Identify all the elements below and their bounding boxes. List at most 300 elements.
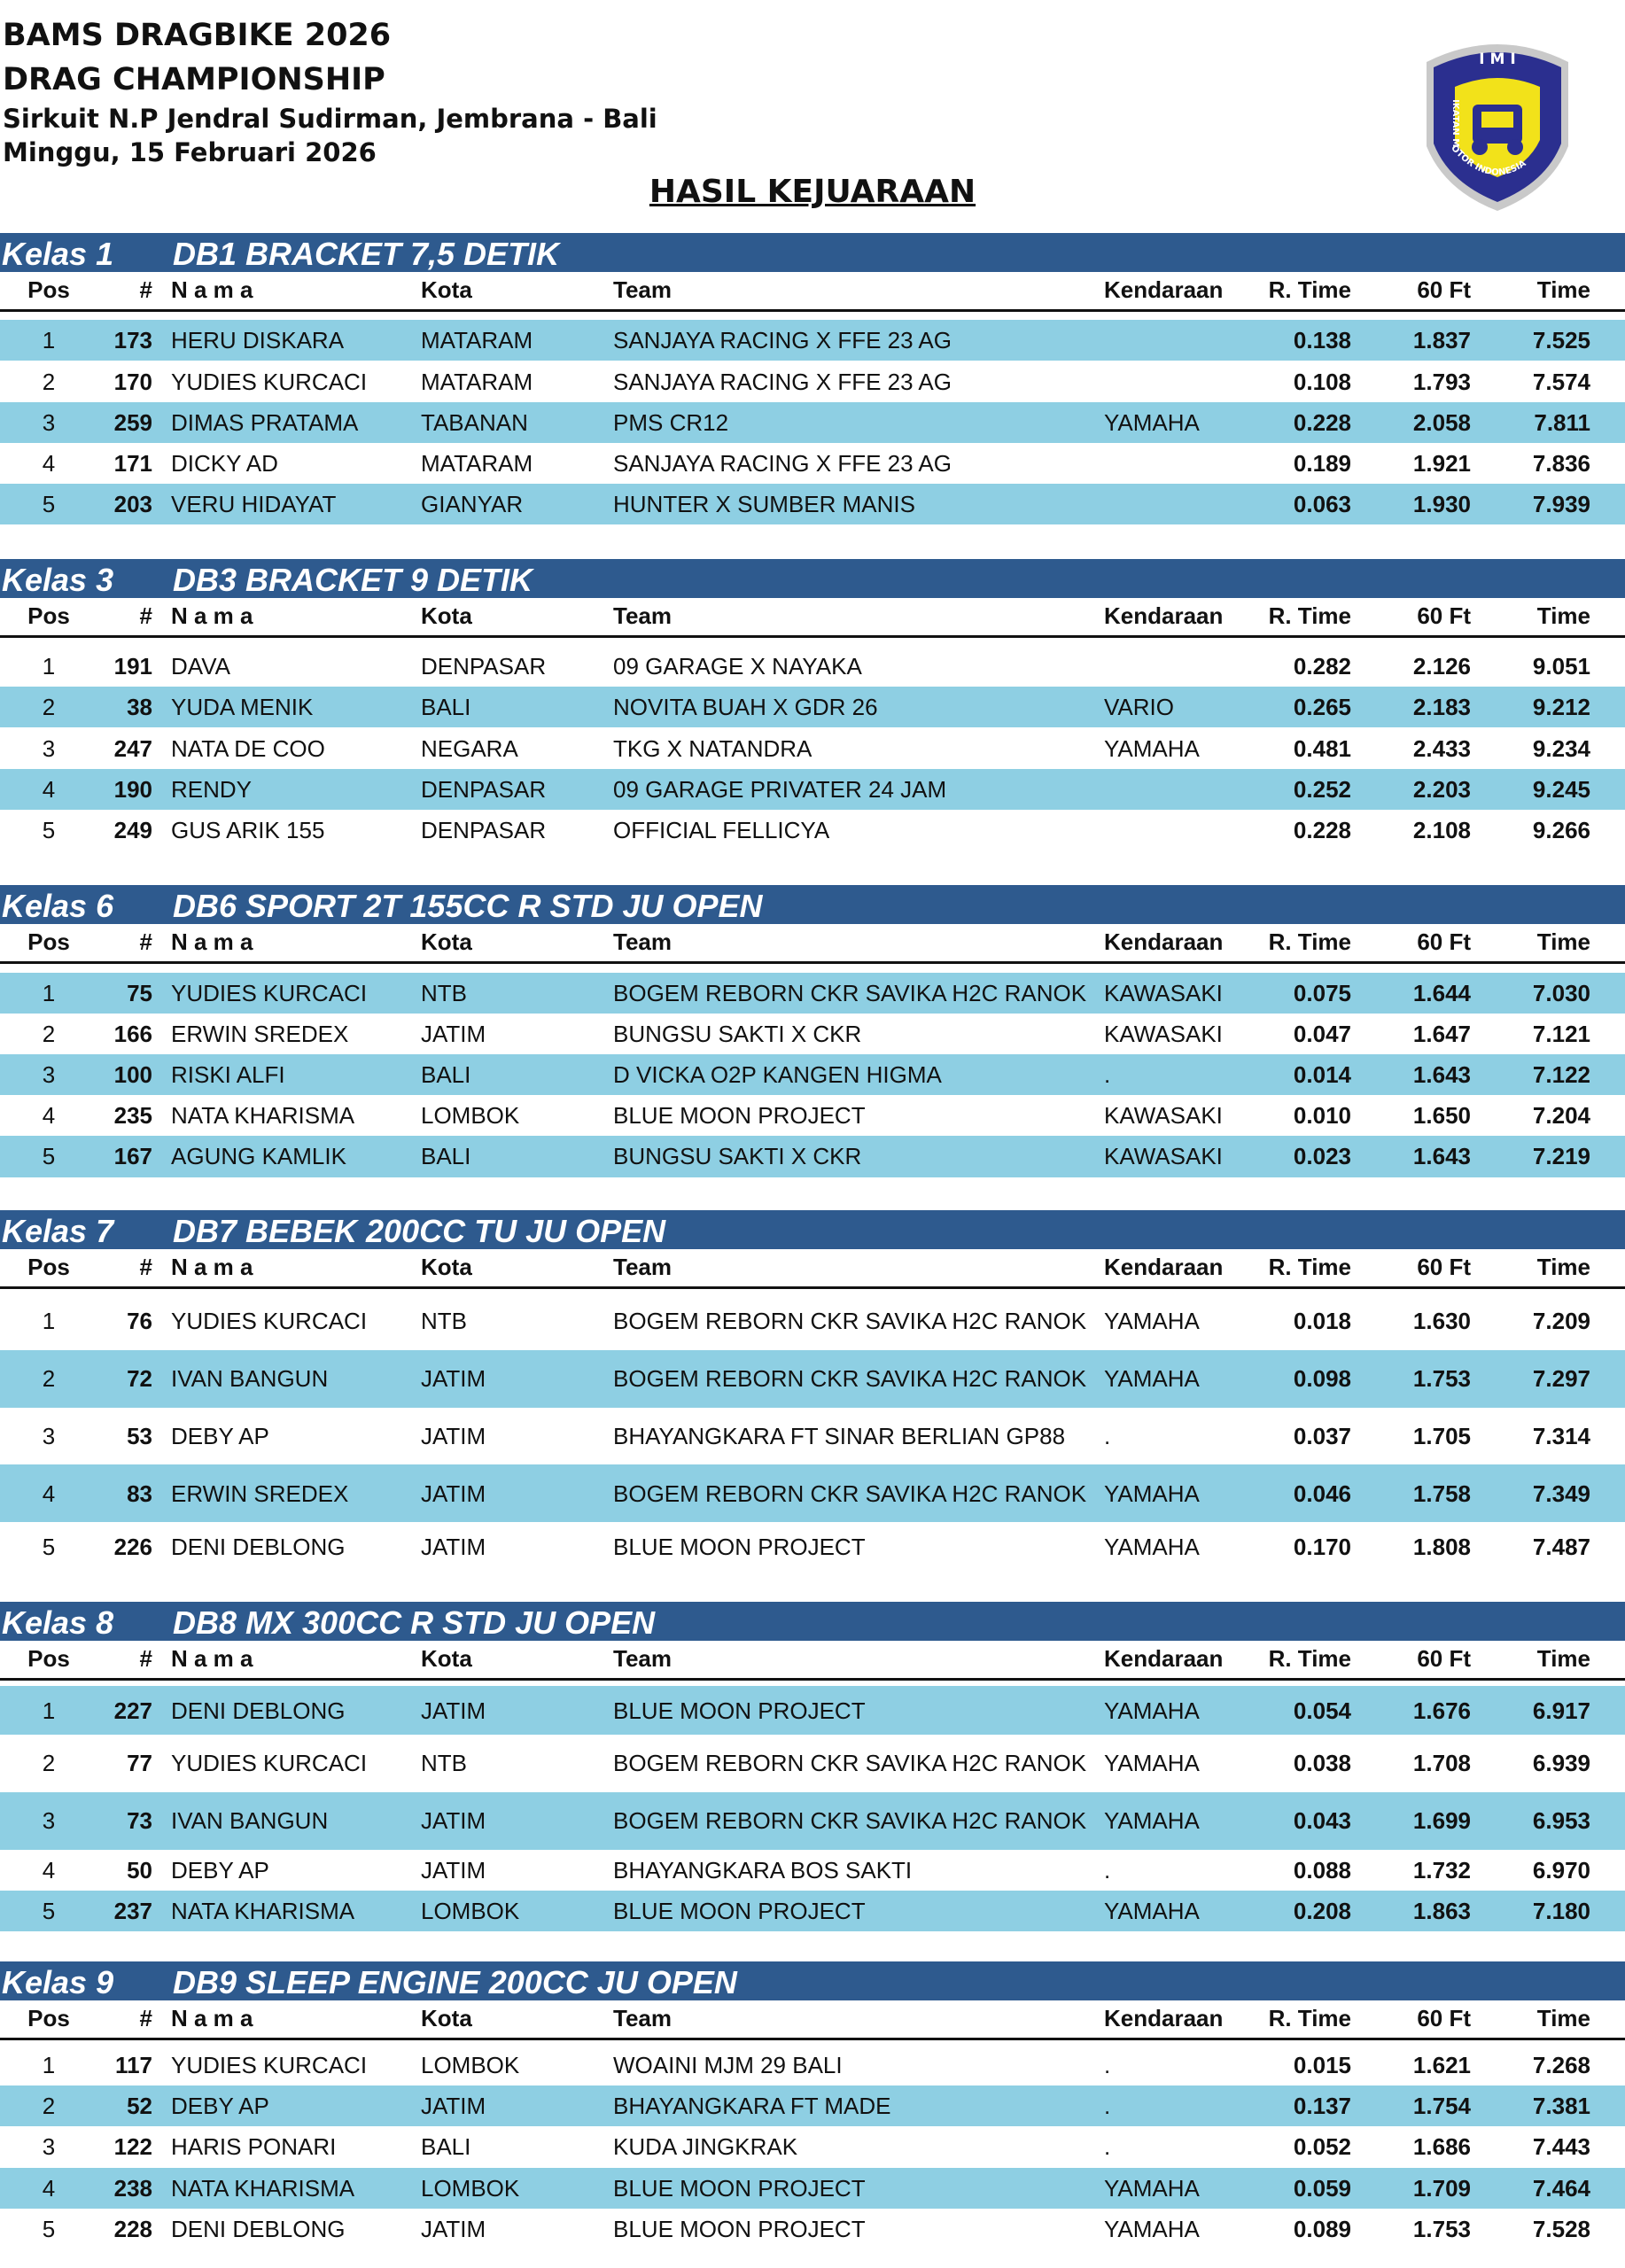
column-header-ft60: 60 Ft: [1417, 1253, 1471, 1280]
column-header-rtime: R. Time: [1268, 2005, 1351, 2032]
column-header-no: #: [139, 1645, 152, 1673]
cell-ft60: 1.808: [1412, 1533, 1471, 1560]
cell-time: 7.464: [1532, 2174, 1590, 2202]
result-row: [0, 1293, 1625, 1350]
cell-kota: LOMBOK: [421, 2052, 520, 2079]
cell-team: D VICKA O2P KANGEN HIGMA: [613, 1061, 942, 1089]
cell-team: PMS CR12: [613, 408, 729, 436]
column-header-pos: Pos: [27, 1253, 70, 1280]
cell-kendaraan: .: [1104, 2093, 1111, 2120]
cell-no: 226: [113, 1533, 152, 1560]
cell-team: SANJAYA RACING X FFE 23 AG: [613, 368, 952, 395]
cell-team: BHAYANGKARA BOS SAKTI: [613, 1856, 913, 1884]
cell-no: 247: [113, 734, 152, 762]
cell-rtime: 0.089: [1293, 2215, 1351, 2242]
cell-ft60: 1.863: [1412, 1897, 1471, 1924]
result-row: [0, 2045, 1625, 2085]
cell-no: 170: [113, 368, 152, 395]
cell-nama: HARIS PONARI: [171, 2133, 337, 2161]
cell-pos: 1: [42, 979, 56, 1006]
column-header-ft60: 60 Ft: [1417, 1645, 1471, 1673]
event-title: BAMS DRAGBIKE 2026: [3, 18, 392, 53]
cell-nama: YUDIES KURCACI: [171, 2052, 368, 2079]
cell-time: 6.970: [1532, 1856, 1590, 1884]
cell-kota: LOMBOK: [421, 1897, 520, 1924]
cell-nama: VERU HIDAYAT: [171, 491, 337, 518]
cell-kota: JATIM: [421, 2093, 486, 2120]
cell-kota: NEGARA: [421, 734, 518, 762]
cell-rtime: 0.023: [1293, 1143, 1351, 1170]
cell-time: 7.030: [1532, 979, 1590, 1006]
cell-kendaraan: .: [1104, 1061, 1111, 1089]
result-row: [0, 320, 1625, 361]
cell-no: 100: [113, 1061, 152, 1089]
cell-team: BOGEM REBORN CKR SAVIKA H2C RANOK: [613, 1807, 1087, 1835]
cell-ft60: 1.708: [1412, 1750, 1471, 1777]
cell-no: 52: [127, 2093, 152, 2120]
cell-rtime: 0.098: [1293, 1365, 1351, 1393]
column-header-time: Time: [1536, 928, 1590, 955]
cell-no: 166: [113, 1020, 152, 1047]
column-header-nama: N a m a: [171, 1645, 253, 1673]
cell-kota: GIANYAR: [421, 491, 524, 518]
cell-kota: JATIM: [421, 1365, 486, 1393]
cell-kendaraan: .: [1104, 1423, 1111, 1450]
cell-kendaraan: KAWASAKI: [1104, 1102, 1223, 1130]
result-row: [0, 646, 1625, 687]
result-row: [0, 1464, 1625, 1522]
cell-nama: YUDIES KURCACI: [171, 368, 368, 395]
cell-rtime: 0.015: [1293, 2052, 1351, 2079]
cell-pos: 1: [42, 1308, 56, 1335]
cell-time: 7.314: [1532, 1423, 1590, 1450]
class-section: [0, 1602, 1625, 1924]
cell-time: 7.443: [1532, 2133, 1590, 2161]
cell-time: 7.219: [1532, 1143, 1590, 1170]
cell-team: BOGEM REBORN CKR SAVIKA H2C RANOK: [613, 1365, 1087, 1393]
cell-kota: LOMBOK: [421, 1102, 520, 1130]
cell-no: 73: [127, 1807, 152, 1835]
cell-ft60: 1.753: [1412, 1365, 1471, 1393]
column-header-row: [0, 2000, 1625, 2040]
cell-time: 7.574: [1532, 368, 1590, 395]
cell-ft60: 1.705: [1412, 1423, 1471, 1450]
imi-logo: [1418, 35, 1577, 213]
cell-team: 09 GARAGE X NAYAKA: [613, 653, 862, 680]
column-header-pos: Pos: [27, 276, 70, 304]
cell-no: 77: [127, 1750, 152, 1777]
column-header-kendaraan: Kendaraan: [1104, 928, 1224, 955]
result-row: [0, 769, 1625, 810]
column-header-team: Team: [613, 2005, 672, 2032]
cell-kendaraan: KAWASAKI: [1104, 1143, 1223, 1170]
cell-no: 238: [113, 2174, 152, 2202]
result-row: [0, 484, 1625, 524]
cell-pos: 5: [42, 1897, 56, 1924]
cell-pos: 2: [42, 368, 56, 395]
column-header-pos: Pos: [27, 602, 70, 630]
cell-team: TKG X NATANDRA: [613, 734, 812, 762]
cell-ft60: 1.643: [1412, 1061, 1471, 1089]
result-row: [0, 2085, 1625, 2126]
cell-ft60: 1.754: [1412, 2093, 1471, 2120]
cell-nama: IVAN BANGUN: [171, 1807, 329, 1835]
cell-ft60: 1.837: [1412, 327, 1471, 354]
cell-kota: NTB: [421, 979, 467, 1006]
cell-time: 7.122: [1532, 1061, 1590, 1089]
column-header-rtime: R. Time: [1268, 1645, 1351, 1673]
cell-rtime: 0.038: [1293, 1750, 1351, 1777]
cell-pos: 1: [42, 327, 56, 354]
cell-rtime: 0.063: [1293, 491, 1351, 518]
cell-nama: AGUNG KAMLIK: [171, 1143, 346, 1170]
cell-team: BLUE MOON PROJECT: [613, 1697, 866, 1724]
cell-rtime: 0.010: [1293, 1102, 1351, 1130]
cell-rtime: 0.047: [1293, 1020, 1351, 1047]
cell-nama: RISKI ALFI: [171, 1061, 285, 1089]
cell-rtime: 0.228: [1293, 408, 1351, 436]
cell-no: 259: [113, 408, 152, 436]
cell-rtime: 0.075: [1293, 979, 1351, 1006]
cell-team: SANJAYA RACING X FFE 23 AG: [613, 449, 952, 477]
cell-pos: 3: [42, 1423, 56, 1450]
cell-ft60: 1.686: [1412, 2133, 1471, 2161]
class-section: [0, 559, 1625, 843]
class-title: DB7 BEBEK 200CC TU JU OPEN: [173, 1212, 666, 1249]
cell-ft60: 1.758: [1412, 1480, 1471, 1507]
cell-rtime: 0.228: [1293, 816, 1351, 843]
cell-rtime: 0.137: [1293, 2093, 1351, 2120]
cell-nama: DENI DEBLONG: [171, 1533, 346, 1560]
class-title: DB1 BRACKET 7,5 DETIK: [173, 236, 560, 273]
class-section: [0, 233, 1625, 518]
cell-kendaraan: .: [1104, 2052, 1111, 2079]
cell-ft60: 1.699: [1412, 1807, 1471, 1835]
cell-kota: JATIM: [421, 1533, 486, 1560]
cell-kendaraan: YAMAHA: [1104, 1897, 1200, 1924]
cell-nama: DENI DEBLONG: [171, 2215, 346, 2242]
cell-team: WOAINI MJM 29 BALI: [613, 2052, 843, 2079]
cell-team: KUDA JINGKRAK: [613, 2133, 798, 2161]
class-section: [0, 1210, 1625, 1560]
cell-rtime: 0.208: [1293, 1897, 1351, 1924]
result-row: [0, 1408, 1625, 1465]
result-row: [0, 402, 1625, 443]
cell-time: 7.180: [1532, 1897, 1590, 1924]
cell-team: BHAYANGKARA FT MADE: [613, 2093, 891, 2120]
column-header-team: Team: [613, 928, 672, 955]
cell-time: 9.245: [1532, 775, 1590, 803]
column-header-team: Team: [613, 602, 672, 630]
cell-time: 9.266: [1532, 816, 1590, 843]
cell-kota: BALI: [421, 694, 471, 721]
cell-nama: YUDIES KURCACI: [171, 1308, 368, 1335]
cell-nama: YUDA MENIK: [171, 694, 314, 721]
cell-pos: 3: [42, 734, 56, 762]
result-row: [0, 1054, 1625, 1095]
class-header-bar: [0, 1602, 1625, 1641]
cell-kota: MATARAM: [421, 368, 533, 395]
column-header-team: Team: [613, 1253, 672, 1280]
cell-rtime: 0.037: [1293, 1423, 1351, 1450]
cell-kota: JATIM: [421, 1020, 486, 1047]
cell-rtime: 0.059: [1293, 2174, 1351, 2202]
class-title: DB8 MX 300CC R STD JU OPEN: [173, 1604, 656, 1642]
class-header-bar: [0, 559, 1625, 598]
cell-time: 7.349: [1532, 1480, 1590, 1507]
cell-time: 6.939: [1532, 1750, 1590, 1777]
result-row: [0, 443, 1625, 484]
cell-no: 53: [127, 1423, 152, 1450]
cell-pos: 3: [42, 1061, 56, 1089]
class-number: Kelas 6: [2, 887, 114, 924]
result-row: [0, 1522, 1625, 1571]
cell-rtime: 0.043: [1293, 1807, 1351, 1835]
cell-pos: 4: [42, 775, 56, 803]
column-header-rtime: R. Time: [1268, 602, 1351, 630]
result-row: [0, 2209, 1625, 2249]
column-header-no: #: [139, 602, 152, 630]
cell-no: 249: [113, 816, 152, 843]
cell-kota: BALI: [421, 1061, 471, 1089]
cell-no: 72: [127, 1365, 152, 1393]
cell-nama: ERWIN SREDEX: [171, 1480, 349, 1507]
column-header-time: Time: [1536, 1253, 1590, 1280]
column-header-pos: Pos: [27, 1645, 70, 1673]
cell-team: NOVITA BUAH X GDR 26: [613, 694, 878, 721]
cell-team: BLUE MOON PROJECT: [613, 1533, 866, 1560]
cell-ft60: 1.921: [1412, 449, 1471, 477]
cell-kota: NTB: [421, 1750, 467, 1777]
cell-kendaraan: .: [1104, 2133, 1111, 2161]
result-row: [0, 2168, 1625, 2209]
cell-rtime: 0.252: [1293, 775, 1351, 803]
championship-title: DRAG CHAMPIONSHIP: [3, 62, 385, 97]
cell-time: 7.836: [1532, 449, 1590, 477]
cell-no: 190: [113, 775, 152, 803]
cell-pos: 1: [42, 653, 56, 680]
cell-kendaraan: YAMAHA: [1104, 1308, 1200, 1335]
cell-no: 167: [113, 1143, 152, 1170]
cell-no: 76: [127, 1308, 152, 1335]
class-header-bar: [0, 1210, 1625, 1249]
cell-pos: 4: [42, 1102, 56, 1130]
column-header-nama: N a m a: [171, 276, 253, 304]
cell-kota: NTB: [421, 1308, 467, 1335]
cell-nama: NATA KHARISMA: [171, 2174, 355, 2202]
cell-rtime: 0.054: [1293, 1697, 1351, 1724]
cell-time: 9.051: [1532, 653, 1590, 680]
cell-ft60: 2.126: [1412, 653, 1471, 680]
cell-no: 122: [113, 2133, 152, 2161]
cell-pos: 2: [42, 2093, 56, 2120]
column-header-kota: Kota: [421, 2005, 472, 2032]
cell-rtime: 0.170: [1293, 1533, 1351, 1560]
cell-kendaraan: YAMAHA: [1104, 1480, 1200, 1507]
cell-kendaraan: YAMAHA: [1104, 1533, 1200, 1560]
result-row: [0, 1891, 1625, 1931]
class-title: DB6 SPORT 2T 155CC R STD JU OPEN: [173, 887, 763, 924]
column-header-kendaraan: Kendaraan: [1104, 276, 1224, 304]
cell-nama: DEBY AP: [171, 1856, 269, 1884]
result-row: [0, 1014, 1625, 1054]
column-header-pos: Pos: [27, 2005, 70, 2032]
cell-pos: 4: [42, 1480, 56, 1507]
cell-rtime: 0.138: [1293, 327, 1351, 354]
cell-no: 117: [115, 2052, 152, 2079]
cell-nama: DICKY AD: [171, 449, 278, 477]
column-header-ft60: 60 Ft: [1417, 602, 1471, 630]
cell-rtime: 0.265: [1293, 694, 1351, 721]
cell-time: 7.297: [1532, 1365, 1590, 1393]
cell-rtime: 0.189: [1293, 449, 1351, 477]
column-header-ft60: 60 Ft: [1417, 928, 1471, 955]
cell-pos: 3: [42, 2133, 56, 2161]
cell-rtime: 0.088: [1293, 1856, 1351, 1884]
cell-time: 9.212: [1532, 694, 1590, 721]
cell-time: 6.917: [1532, 1697, 1590, 1724]
logo-ring-text: IKATAN MOTOR INDONESIA: [1449, 99, 1528, 178]
class-number: Kelas 1: [2, 236, 114, 273]
cell-kota: JATIM: [421, 1480, 486, 1507]
cell-pos: 2: [42, 1750, 56, 1777]
cell-kota: JATIM: [421, 2215, 486, 2242]
cell-team: BUNGSU SAKTI X CKR: [613, 1143, 862, 1170]
class-number: Kelas 8: [2, 1604, 114, 1642]
cell-pos: 5: [42, 491, 56, 518]
column-header-time: Time: [1536, 1645, 1590, 1673]
cell-ft60: 2.183: [1412, 694, 1471, 721]
column-header-time: Time: [1536, 276, 1590, 304]
cell-kota: DENPASAR: [421, 816, 547, 843]
cell-no: 235: [113, 1102, 152, 1130]
cell-ft60: 1.732: [1412, 1856, 1471, 1884]
column-header-kendaraan: Kendaraan: [1104, 1645, 1224, 1673]
column-header-kendaraan: Kendaraan: [1104, 602, 1224, 630]
cell-time: 9.234: [1532, 734, 1590, 762]
cell-kota: JATIM: [421, 1697, 486, 1724]
cell-rtime: 0.481: [1293, 734, 1351, 762]
column-header-row: [0, 598, 1625, 638]
cell-nama: DEBY AP: [171, 2093, 269, 2120]
cell-kota: JATIM: [421, 1856, 486, 1884]
cell-ft60: 1.630: [1412, 1308, 1471, 1335]
cell-pos: 4: [42, 2174, 56, 2202]
result-row: [0, 810, 1625, 850]
cell-team: 09 GARAGE PRIVATER 24 JAM: [613, 775, 947, 803]
cell-no: 237: [113, 1897, 152, 1924]
cell-team: BLUE MOON PROJECT: [613, 2174, 866, 2202]
cell-team: BOGEM REBORN CKR SAVIKA H2C RANOK: [613, 1750, 1087, 1777]
cell-ft60: 2.433: [1412, 734, 1471, 762]
cell-no: 227: [113, 1697, 152, 1724]
class-section: [0, 1961, 1625, 2242]
cell-pos: 1: [42, 2052, 56, 2079]
cell-nama: DEBY AP: [171, 1423, 269, 1450]
cell-nama: IVAN BANGUN: [171, 1365, 329, 1393]
cell-kota: TABANAN: [421, 408, 528, 436]
column-header-nama: N a m a: [171, 602, 253, 630]
cell-kendaraan: YAMAHA: [1104, 734, 1200, 762]
cell-ft60: 1.753: [1412, 2215, 1471, 2242]
column-header-rtime: R. Time: [1268, 276, 1351, 304]
column-header-nama: N a m a: [171, 1253, 253, 1280]
result-row: [0, 1686, 1625, 1735]
cell-kota: DENPASAR: [421, 653, 547, 680]
cell-pos: 2: [42, 1365, 56, 1393]
cell-team: BLUE MOON PROJECT: [613, 2215, 866, 2242]
column-header-pos: Pos: [27, 928, 70, 955]
column-header-nama: N a m a: [171, 928, 253, 955]
cell-kota: MATARAM: [421, 327, 533, 354]
result-row: [0, 2126, 1625, 2167]
cell-pos: 3: [42, 1807, 56, 1835]
cell-pos: 5: [42, 1533, 56, 1560]
cell-team: BOGEM REBORN CKR SAVIKA H2C RANOK: [613, 979, 1087, 1006]
cell-pos: 4: [42, 449, 56, 477]
cell-team: OFFICIAL FELLICYA: [613, 816, 830, 843]
column-header-row: [0, 924, 1625, 964]
cell-ft60: 1.647: [1412, 1020, 1471, 1047]
cell-kendaraan: KAWASAKI: [1104, 979, 1223, 1006]
cell-pos: 1: [42, 1697, 56, 1724]
cell-no: 228: [113, 2215, 152, 2242]
cell-kota: LOMBOK: [421, 2174, 520, 2202]
cell-rtime: 0.014: [1293, 1061, 1351, 1089]
cell-ft60: 1.793: [1412, 368, 1471, 395]
result-row: [0, 687, 1625, 727]
result-row: [0, 1095, 1625, 1136]
result-row: [0, 361, 1625, 401]
cell-kota: JATIM: [421, 1423, 486, 1450]
result-row: [0, 1136, 1625, 1177]
column-header-kota: Kota: [421, 602, 472, 630]
class-header-bar: [0, 885, 1625, 924]
cell-team: BLUE MOON PROJECT: [613, 1897, 866, 1924]
cell-nama: DIMAS PRATAMA: [171, 408, 359, 436]
cell-nama: NATA KHARISMA: [171, 1102, 355, 1130]
result-row: [0, 1850, 1625, 1891]
column-header-kota: Kota: [421, 1253, 472, 1280]
cell-pos: 5: [42, 2215, 56, 2242]
cell-no: 173: [113, 327, 152, 354]
cell-nama: NATA KHARISMA: [171, 1897, 355, 1924]
cell-ft60: 1.644: [1412, 979, 1471, 1006]
column-header-kendaraan: Kendaraan: [1104, 2005, 1224, 2032]
cell-kota: BALI: [421, 2133, 471, 2161]
cell-kota: BALI: [421, 1143, 471, 1170]
cell-team: BHAYANGKARA FT SINAR BERLIAN GP88: [613, 1423, 1066, 1450]
cell-kendaraan: .: [1104, 1856, 1111, 1884]
cell-nama: DAVA: [171, 653, 230, 680]
cell-ft60: 2.108: [1412, 816, 1471, 843]
cell-pos: 4: [42, 1856, 56, 1884]
logo-top-text: I M I: [1479, 50, 1516, 68]
cell-time: 7.811: [1534, 408, 1590, 436]
cell-no: 191: [113, 653, 152, 680]
class-title: DB9 SLEEP ENGINE 200CC JU OPEN: [173, 1964, 737, 2001]
cell-time: 7.268: [1532, 2052, 1590, 2079]
cell-team: BOGEM REBORN CKR SAVIKA H2C RANOK: [613, 1308, 1087, 1335]
cell-ft60: 2.058: [1412, 408, 1471, 436]
cell-ft60: 1.709: [1412, 2174, 1471, 2202]
cell-pos: 5: [42, 816, 56, 843]
column-header-row: [0, 1641, 1625, 1681]
column-header-time: Time: [1536, 2005, 1590, 2032]
cell-time: 7.209: [1532, 1308, 1590, 1335]
cell-kendaraan: YAMAHA: [1104, 2174, 1200, 2202]
cell-pos: 3: [42, 408, 56, 436]
